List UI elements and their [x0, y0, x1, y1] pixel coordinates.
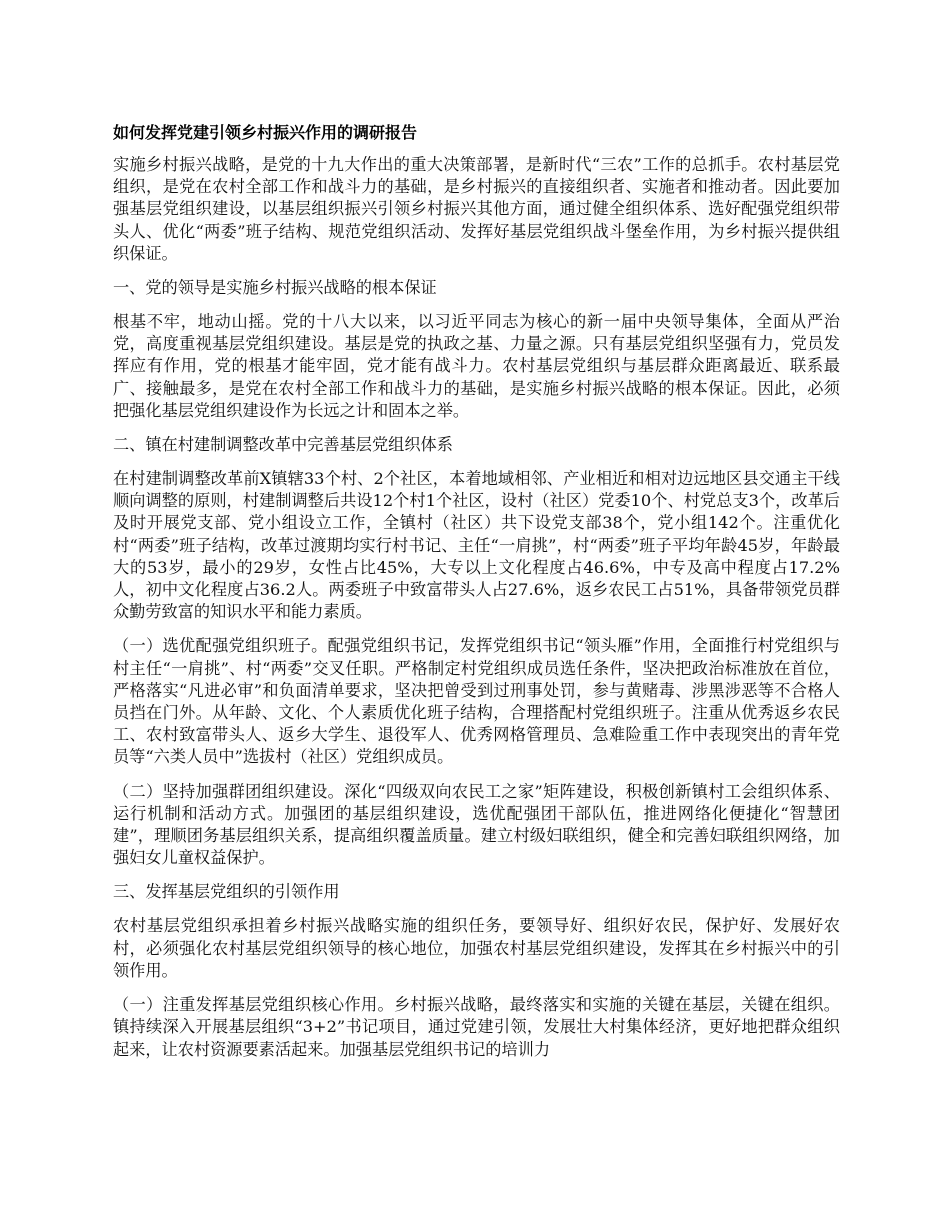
section-2-subsection-2: （二）坚持加强群团组织建设。深化“四级双向农民工之家”矩阵建设，积极创新镇村工会组织体系、运行机制和活动方式。加强团的基层组织建设，选优配强团干部队伍，推进网络化便捷化“智慧团建”，理顺团务基层组织关系，提高组织覆盖质量。建立村级妇联组织，健全和完善妇联组织网络，加强妇女儿童权益保护。 — [113, 781, 840, 868]
section-2-paragraph: 在村建制调整改革前X镇辖33个村、2个社区，本着地域相邻、产业相近和相对边远地区县交通主干线顺向调整的原则，村建制调整后共设12个村1个社区，设村（社区）党委10个、村党总支3个，改革后及时开展党支部、党小组设立工作，全镇村（社区）共下设党支部38个，党小组142个。注重优化村“两委”班子结构，改革过渡期均实行村书记、主任“一肩挑”，村“两委”班子平均年龄45岁，年龄最大的53岁，最小的29岁，女性占比45%，大专以上文化程度占46.6%，中专及高中程度占17.2%人，初中文化程度占36.2人。两委班子中致富带头人占27.6%，返乡农民工占51%，具备带领党员群众勤劳致富的知识水平和能力素质。 — [113, 469, 840, 622]
section-2-subsection-1: （一）选优配强党组织班子。配强党组织书记，发挥党组织书记“领头雁”作用，全面推行村党组织与村主任“一肩挑”、村“两委”交叉任职。严格制定村党组织成员选任条件，坚决把政治标准放在首位，严格落实“凡进必审”和负面清单要求，坚决把曾受到过刑事处罚，参与黄赌毒、涉黑涉恶等不合格人员挡在门外。从年龄、文化、个人素质优化班子结构，合理搭配村党组织班子。注重从优秀返乡农民工、农村致富带头人、返乡大学生、退役军人、优秀网格管理员、急难险重工作中表现突出的青年党员等“六类人员中”选拔村（社区）党组织成员。 — [113, 636, 840, 767]
section-3-subsection-1: （一）注重发挥基层党组织核心作用。乡村振兴战略，最终落实和实施的关键在基层，关键在组织。镇持续深入开展基层组织“3+2”书记项目，通过党建引领，发展壮大村集体经济，更好地把群众组织起来，让农村资源要素活起来。加强基层党组织书记的培训力 — [113, 995, 840, 1059]
section-1-paragraph: 根基不牢，地动山摇。党的十八大以来，以习近平同志为核心的新一届中央领导集体，全面从严治党，高度重视基层党组织建设。基层是党的执政之基、力量之源。只有基层党组织坚强有力，党员发挥应有作用，党的根基才能牢固，党才能有战斗力。农村基层党组织与基层群众距离最近、联系最广、接触最多，是党在农村全部工作和战斗力的基础，是实施乡村振兴战略的根本保证。因此，必须把强化基层党组织建设作为长远之计和固本之举。 — [113, 312, 840, 420]
intro-paragraph: 实施乡村振兴战略，是党的十九大作出的重大决策部署，是新时代“三农”工作的总抓手。农村基层党组织，是党在农村全部工作和战斗力的基础，是乡村振兴的直接组织者、实施者和推动者。因此要加强基层党组织建设，以基层组织振兴引领乡村振兴其他方面，通过健全组织体系、选好配强党组织带头人、优化“两委”班子结构、规范党组织活动、发挥好基层党组织战斗堡垒作用，为乡村振兴提供组织保证。 — [113, 155, 840, 263]
section-1-heading: 一、党的领导是实施乡村振兴战略的根本保证 — [113, 278, 437, 298]
section-3-paragraph: 农村基层党组织承担着乡村振兴战略实施的组织任务，要领导好、组织好农民，保护好、发展好农村，必须强化农村基层党组织领导的核心地位，加强农村基层党组织建设，发挥其在乡村振兴中的引领作用。 — [113, 916, 840, 980]
section-3-heading: 三、发挥基层党组织的引领作用 — [113, 882, 340, 902]
section-2-heading: 二、镇在村建制调整改革中完善基层党组织体系 — [113, 435, 453, 455]
document-page — [113, 120, 840, 1073]
document-title: 如何发挥党建引领乡村振兴作用的调研报告 — [113, 123, 418, 142]
